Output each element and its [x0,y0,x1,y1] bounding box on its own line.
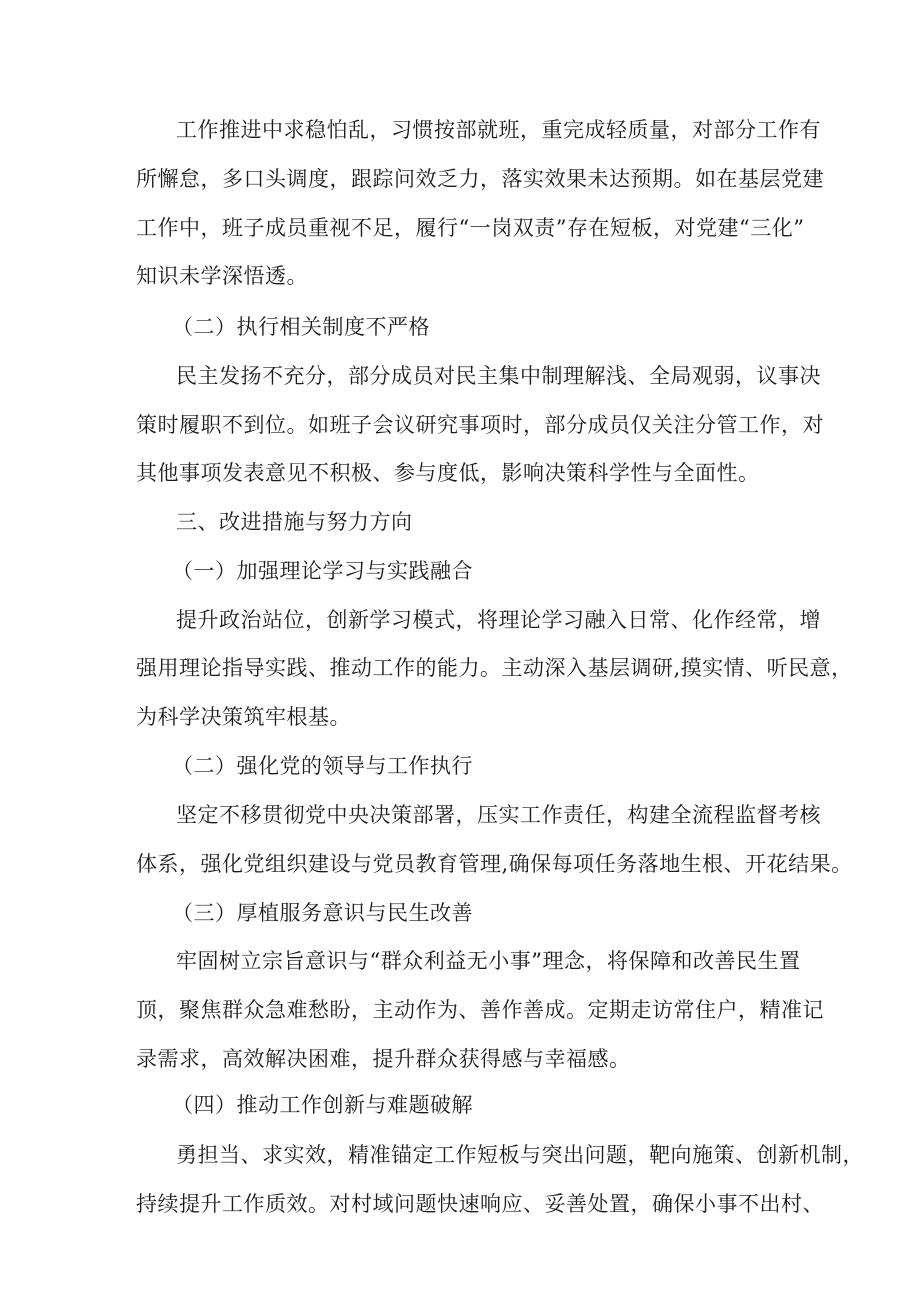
paragraph-line: 策时履职不到位。如班子会议研究事项时，部分成员仅关注分管工作，对 [136,413,824,437]
section-heading: （二）执行相关制度不严格 [172,315,430,339]
section-heading: （一）加强理论学习与实践融合 [172,559,473,583]
paragraph-line: 勇担当、求实效，精准锚定工作短板与突出问题，靶向施策、创新机制， [176,1143,864,1167]
section-heading: （二）强化党的领导与工作执行 [172,754,473,778]
paragraph-line: 牢固树立宗旨意识与“群众利益无小事”理念，将保障和改善民生置 [176,949,801,973]
paragraph-line: 坚定不移贯彻党中央决策部署，压实工作责任，构建全流程监督考核 [176,803,821,827]
paragraph-line: 体系，强化党组织建设与党员教育管理,确保每项任务落地生根、开花结果。 [136,852,853,876]
paragraph-line: 录需求，高效解决困难，提升群众获得感与幸福感。 [136,1047,631,1071]
paragraph-line: 顶，聚焦群众急难愁盼，主动作为、善作善成。定期走访常住户，精准记 [136,998,824,1022]
paragraph-line: 强用理论指导实践、推动工作的能力。主动深入基层调研,摸实情、听民意， [136,656,853,680]
paragraph-line: 工作推进中求稳怕乱，习惯按部就班，重完成轻质量，对部分工作有 [176,118,821,142]
section-heading: （四）推动工作创新与难题破解 [172,1093,473,1117]
paragraph-line: 工作中，班子成员重视不足，履行“一岗双责”存在短板，对党建“三化” [136,216,805,240]
paragraph-line: 为科学决策筑牢根基。 [136,705,351,729]
paragraph-line: 提升政治站位，创新学习模式，将理论学习融入日常、化作经常，增 [176,608,821,632]
paragraph-line: 持续提升工作质效。对村域问题快速响应、妥善处置，确保小事不出村、 [136,1192,824,1216]
paragraph-line: 所懈怠，多口头调度，跟踪问效乏力，落实效果未达预期。如在基层党建 [136,167,824,191]
paragraph-line: 其他事项发表意见不积极、参与度低，影响决策科学性与全面性。 [136,461,760,485]
section-heading: （三）厚植服务意识与民生改善 [172,901,473,925]
paragraph-line: 知识未学深悟透。 [136,264,308,288]
paragraph-line: 民主发扬不充分，部分成员对民主集中制理解浅、全局观弱，议事决 [176,364,821,388]
chapter-heading: 三、改进措施与努力方向 [176,510,413,534]
